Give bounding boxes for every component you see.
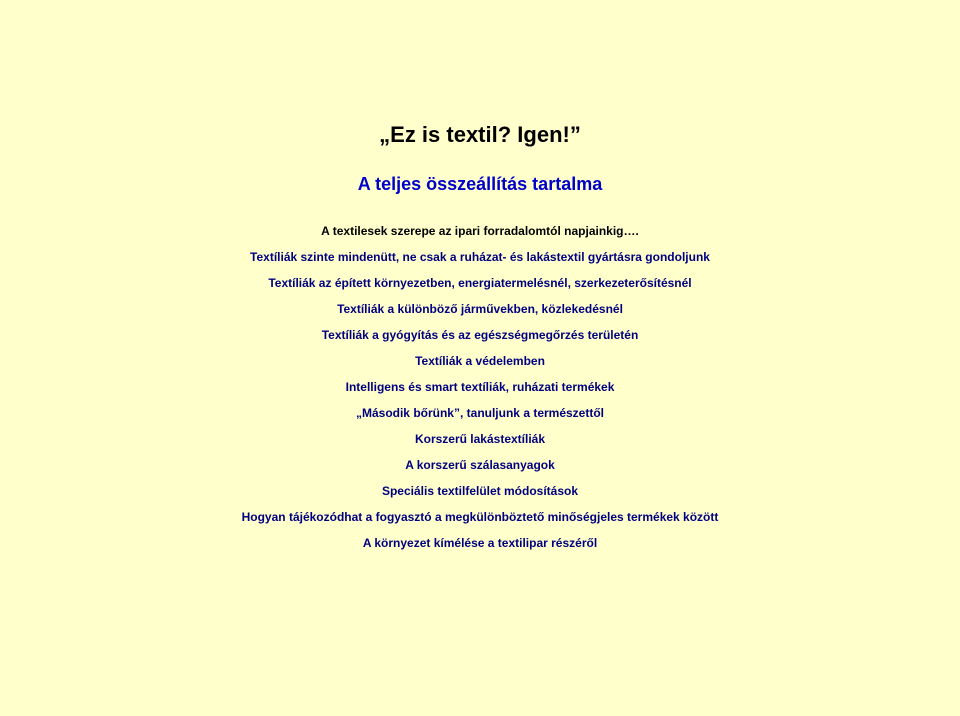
contents-item: Intelligens és smart textíliák, ruházati termékek xyxy=(345,380,615,394)
contents-item: Textíliák a különböző járművekben, közlekedésnél xyxy=(337,302,623,316)
contents-item: A korszerű szálasanyagok xyxy=(405,458,555,472)
slide-title: „Ez is textil? Igen!” xyxy=(379,122,581,147)
contents-item: A textilesek szerepe az ipari forradalomtól napjainkig…. xyxy=(321,224,639,238)
contents-item: Textíliák a gyógyítás és az egészségmegőrzés területén xyxy=(321,328,639,342)
contents-list xyxy=(0,218,960,556)
slide-subtitle: A teljes összeállítás tartalma xyxy=(357,174,603,194)
contents-item: Textíliák szinte mindenütt, ne csak a ruházat- és lakástextil gyártásra gondoljunk xyxy=(250,250,710,264)
contents-item: A környezet kímélése a textilipar részéről xyxy=(362,536,598,550)
contents-item: Hogyan tájékozódhat a fogyasztó a megkülönböztető minőségjeles termékek között xyxy=(241,510,719,524)
contents-item: Textíliák a védelemben xyxy=(415,354,545,368)
contents-item: Textíliák az épített környezetben, energiatermelésnél, szerkezeterősítésnél xyxy=(268,276,692,290)
contents-item: Speciális textilfelület módosítások xyxy=(381,484,579,498)
contents-item: „Második bőrünk”, tanuljunk a természettől xyxy=(355,406,605,420)
contents-item: Korszerű lakástextíliák xyxy=(414,432,546,446)
